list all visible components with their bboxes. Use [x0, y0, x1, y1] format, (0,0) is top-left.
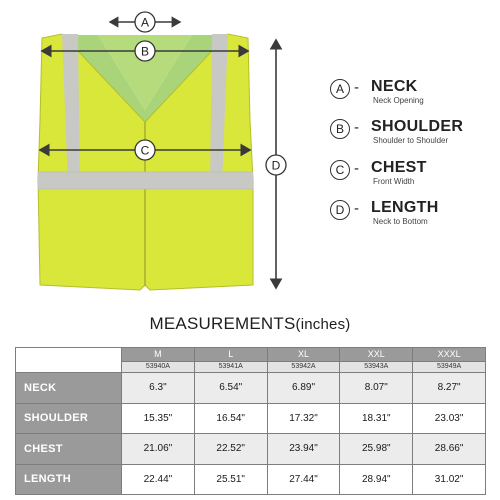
row-label: LENGTH [16, 464, 122, 495]
table-row-length [16, 464, 486, 495]
table-cell: 18.31" [340, 403, 413, 434]
size-header: L [194, 348, 267, 362]
legend-title-length: LENGTH [371, 199, 439, 216]
legend-dash: - [354, 200, 359, 217]
measurements-unit: (inches) [295, 316, 351, 333]
product-code: 53940A [122, 362, 195, 373]
legend-letter-c: C [330, 160, 350, 180]
marker-d: D [271, 158, 281, 173]
marker-b: B [140, 44, 150, 59]
marker-a: A [140, 15, 150, 30]
table-cell: 21.06" [122, 434, 195, 465]
product-code: 53941A [194, 362, 267, 373]
legend-letter-a: A [330, 79, 350, 99]
table-corner [16, 348, 122, 373]
table-cell: 25.98" [340, 434, 413, 465]
size-header: XXL [340, 348, 413, 362]
table-cell: 8.27" [413, 373, 486, 404]
table-cell: 22.52" [194, 434, 267, 465]
measurements-title [0, 314, 500, 334]
legend-subtitle-neck: Neck Opening [373, 96, 424, 105]
size-chart-table [15, 347, 486, 495]
legend-subtitle-length: Neck to Bottom [373, 217, 428, 226]
measurements-title-text: MEASUREMENTS [149, 314, 296, 333]
reflective-band [38, 172, 253, 189]
table-cell: 6.54" [194, 373, 267, 404]
legend-dash: - [354, 119, 359, 136]
size-header: M [122, 348, 195, 362]
legend-title-shoulder: SHOULDER [371, 118, 464, 135]
size-header: XL [267, 348, 340, 362]
table-row-shoulder [16, 403, 486, 434]
table-row-chest [16, 434, 486, 465]
size-header: XXXL [413, 348, 486, 362]
legend-dash: - [354, 79, 359, 96]
legend-length [330, 200, 495, 244]
legend-title-neck: NECK [371, 78, 418, 95]
table-header-row [16, 348, 486, 362]
table-cell: 8.07" [340, 373, 413, 404]
marker-c: C [140, 143, 150, 158]
row-label: SHOULDER [16, 403, 122, 434]
legend-title-chest: CHEST [371, 159, 427, 176]
table-cell: 6.3" [122, 373, 195, 404]
table-cell: 31.02" [413, 464, 486, 495]
table-cell: 28.66" [413, 434, 486, 465]
table-row-neck [16, 373, 486, 404]
legend-neck [330, 79, 495, 123]
table-cell: 16.54" [194, 403, 267, 434]
row-label: CHEST [16, 434, 122, 465]
legend-chest [330, 160, 495, 204]
legend-letter-b: B [330, 119, 350, 139]
table-cell: 25.51" [194, 464, 267, 495]
table-cell: 23.94" [267, 434, 340, 465]
table-cell: 15.35" [122, 403, 195, 434]
legend-subtitle-chest: Front Width [373, 177, 415, 186]
table-cell: 28.94" [340, 464, 413, 495]
table-cell: 22.44" [122, 464, 195, 495]
table-cell: 6.89" [267, 373, 340, 404]
product-code: 53949A [413, 362, 486, 373]
table-cell: 23.03" [413, 403, 486, 434]
table-cell: 17.32" [267, 403, 340, 434]
legend-letter-d: D [330, 200, 350, 220]
legend-shoulder [330, 119, 495, 163]
product-code: 53943A [340, 362, 413, 373]
vest-illustration [0, 0, 310, 310]
legend-subtitle-shoulder: Shoulder to Shoulder [373, 136, 449, 145]
table-cell: 27.44" [267, 464, 340, 495]
product-code: 53942A [267, 362, 340, 373]
legend-dash: - [354, 160, 359, 177]
row-label: NECK [16, 373, 122, 404]
